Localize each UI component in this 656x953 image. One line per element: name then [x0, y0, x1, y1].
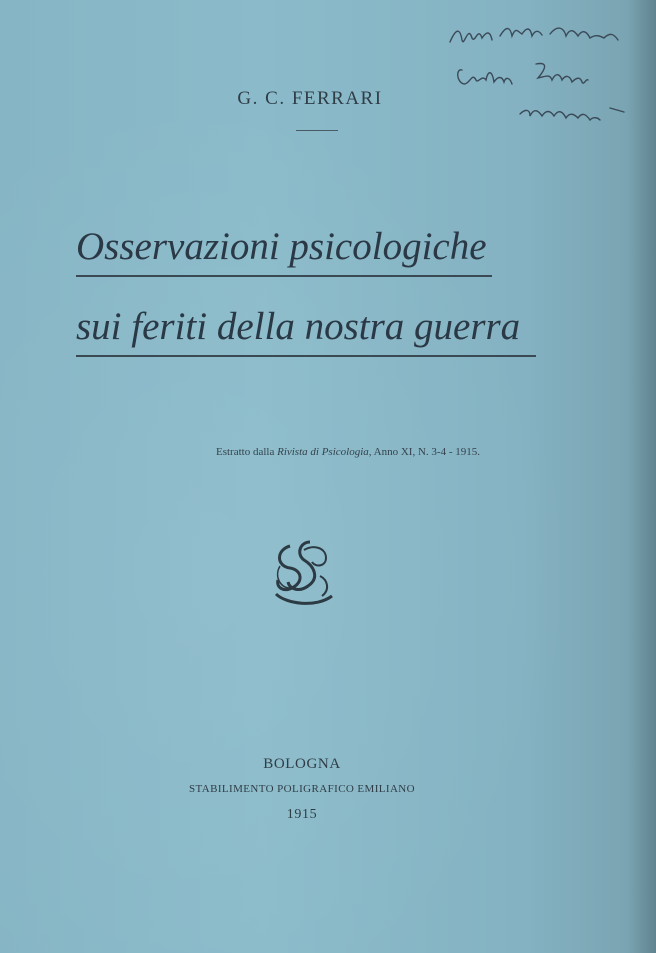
publisher-monogram-icon	[270, 536, 338, 608]
printer-name: STABILIMENTO POLIGRAFICO EMILIANO	[189, 783, 415, 795]
author-name: G. C. FERRARI	[237, 88, 383, 109]
extract-suffix: Anno XI, N. 3-4 - 1915.	[371, 446, 480, 458]
extract-note	[216, 446, 480, 458]
publication-year: 1915	[286, 807, 318, 822]
title-underline-2	[76, 355, 536, 357]
title-underline-1	[76, 275, 492, 277]
publication-city: BOLOGNA	[263, 756, 341, 772]
extract-prefix: Estratto dalla	[216, 446, 278, 458]
title-line-1: Osservazioni psicologiche	[76, 225, 487, 268]
journal-name: Rivista di Psicologia,	[277, 446, 372, 458]
page-edge-shadow	[626, 0, 656, 953]
handwritten-dedication	[440, 12, 650, 132]
title-line-2: sui feriti della nostra guerra	[76, 305, 521, 348]
author-divider	[296, 130, 338, 131]
